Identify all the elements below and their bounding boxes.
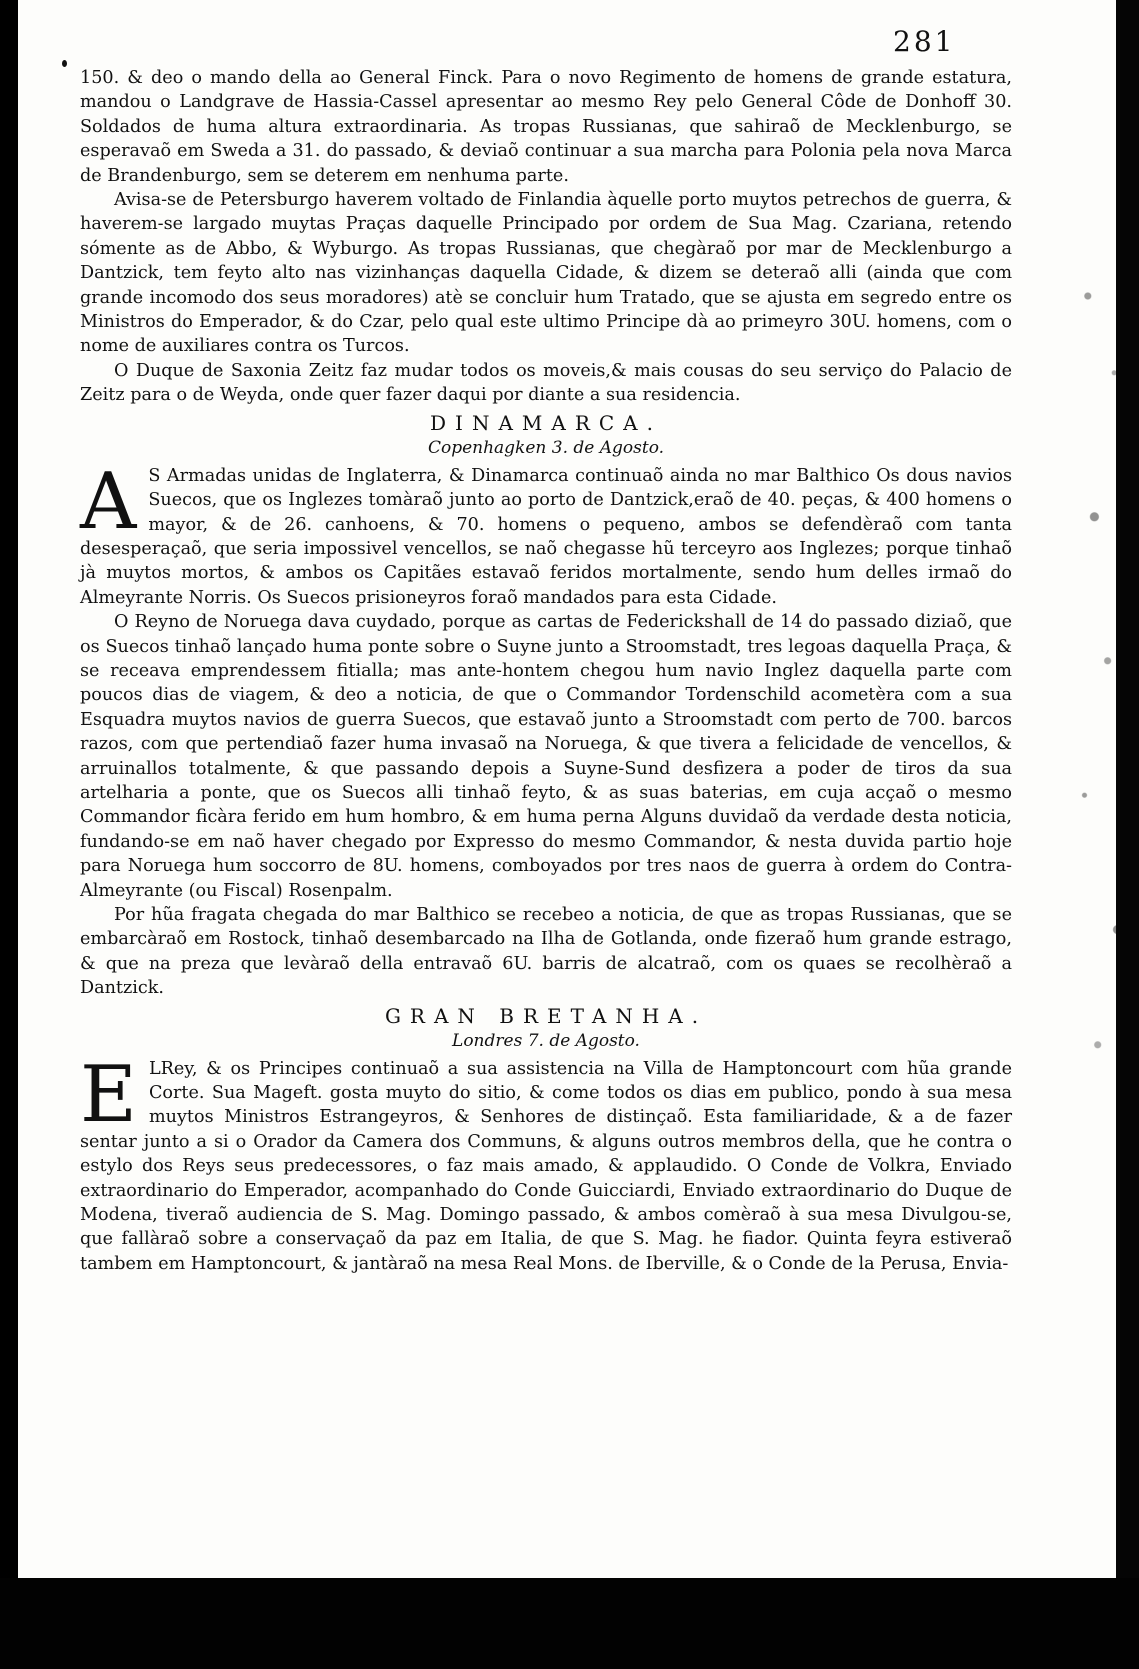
dinamarca-lead-paragraph: [80, 456, 1012, 610]
dropcap-e: E: [80, 1049, 137, 1140]
bretanha-lead-paragraph: [80, 1049, 1012, 1277]
bretanha-lead-text: LRey, & os Principes continuaõ a sua assistencia na Villa de Hamptoncourt com hũa grande Corte. Sua Mageft. gosta muyto do sitio, & come todos os dias em publico, pondo à sua mesa muytos Ministros Estrangeyros, & Senhores de distinçaõ. Esta familiaridade, & a de fazer sentar junto a si o Orador da Camera dos Communs, & alguns outros membros della, que he contra o estylo dos Reys seus predecessores, o faz mais amado, & applaudido. O Conde de Volkra, Enviado extraordinario do Emperador, acompanhado do Conde Guicciardi, Enviado extraordinario do Duque de Modena, tiveraõ audiencia de S. Mag. Domingo passado, & ambos comèraõ à sua mesa Divulgou-se, que fallàraõ sobre a conservaçaõ da paz em Italia, de que S. Mag. he fiador. Quinta feyra estiveraõ tambem em Hamptoncourt, & jantàraõ na mesa Real Mons. de Iberville, & o Conde de la Perusa, Envia-: [80, 1058, 1012, 1274]
dinamarca-paragraph-2: O Reyno de Noruega dava cuydado, porque as cartas de Federickshall de 14 do passado diziaõ, que os Suecos tinhaõ lançado huma ponte sobre o Suyne junto a Stroomstadt, tres legoas daquella Praça, & se receava emprendessem fitialla; mas ante-hontem chegou hum navio Inglez daquella parte com poucos dias de viagem, & deo a noticia, de que o Commandor Tordenschild acometèra com a sua Esquadra muytos navios de guerra Suecos, que estavaõ junto a Stroomstadt com perto de 700. barcos razos, com que pertendiaõ fazer huma invasaõ na Noruega, & que tivera a felicidade de vencellos, & arruinallos totalmente, & que passando depois a Suyne-Sund desfizera a poder de tiros da sua artelharia a ponte, que os Suecos alli tinhaõ feyto, & as suas baterias, em cuja acçaõ o mesmo Commandor ficàra ferido em hum hombro, & em huma perna Alguns duvidaõ da verdade desta noticia, fundando-se em naõ haver chegado por Expresso do mesmo Commandor, & nesta duvida partio hoje para Noruega hum soccorro de 8U. homens, comboyados por tres naos de guerra à ordem do Contra-Almeyrante (ou Fiscal) Rosenpalm.: [80, 612, 1012, 901]
dinamarca-lead-text: S Armadas unidas de Inglaterra, & Dinamarca continuaõ ainda no mar Balthico Os dous navios Suecos, que os Inglezes tomàraõ junto ao porto de Dantzick,eraõ de 40. peças, & 400 homens o mayor, & de 26. canhoens, & 70. homens o pequeno, ambos se defendèraõ com tanta desesperaçaõ, que seria impossivel vencellos, se naõ chegasse hũ terceyro aos Inglezes; porque tinhaõ jà muytos mortos, & ambos os Capitães estavaõ feridos mortalmente, sendo hum delles irmaõ do Almeyrante Norris. Os Suecos prisioneyros foraõ mandados para esta Cidade.: [80, 465, 1012, 608]
dateline-copenhagen: Copenhagken 3. de Agosto.: [427, 437, 665, 458]
dinamarca-paragraph-3: Por hũa fragata chegada do mar Balthico se recebeo a noticia, de que as tropas Russianas, que se embarcàraõ em Rostock, tinhaõ desembarcado na Ilha de Gotlanda, onde fizeraõ hum grande estrago, & que na preza que levàraõ della entravaõ 6U. barris de alcatraõ, com os quaes se recolhèraõ a Dantzick.: [80, 905, 1012, 999]
scan-right-edge: [1116, 0, 1139, 1669]
dropcap-a: A: [80, 456, 137, 547]
section-title-gran-bretanha: GRAN BRETANHA.: [384, 1003, 708, 1028]
intro-paragraph-2: Avisa-se de Petersburgo haverem voltado de Finlandia àquelle porto muytos petrechos de guerra, & haverem-se largado muytas Praças daquelle Principado por ordem de Sua Mag. Czariana, retendo sómente as de Abbo, & Wyburgo. As tropas Russianas, que chegàraõ por mar de Mecklenburgo a Dantzick, tem feyto alto nas vizinhanças daquella Cidade, & dizem se deteraõ alli (ainda que com grande incomodo dos seus moradores) atè se concluir hum Tratado, que se ajusta em segredo entre os Ministros do Emperador, & do Czar, pelo qual este ultimo Principe dà ao primeyro 30U. homens, com o nome de auxiliares contra os Turcos.: [80, 190, 1012, 357]
page-number: 281: [893, 25, 956, 58]
dateline-londres: Londres 7. de Agosto.: [452, 1030, 640, 1051]
section-title-dinamarca: DINAMARCA.: [430, 410, 662, 435]
intro-paragraph-3: O Duque de Saxonia Zeitz faz mudar todos os moveis,& mais cousas do seu serviço do Palacio de Zeitz para o de Weyda, onde quer fazer daqui por diante a sua residencia.: [80, 360, 1012, 406]
article-body: [80, 66, 1012, 1276]
intro-paragraph-1: 150. & deo o mando della ao General Finck. Para o novo Regimento de homens de grande estatura, mandou o Landgrave de Hassia-Cassel apresentar ao mesmo Rey pelo General Côde de Donhoff 30. Soldados de huma altura extraordinaria. As tropas Russianas, que sahiraõ de Mecklenburgo, se esperavaõ em Sweda a 31. do passado, & deviaõ continuar a sua marcha para Polonia pela nova Marca de Brandenburgo, sem se deterem em nenhuma parte.: [80, 68, 1012, 186]
scan-bottom-band: [0, 1578, 1139, 1669]
ink-speck: [62, 60, 67, 67]
